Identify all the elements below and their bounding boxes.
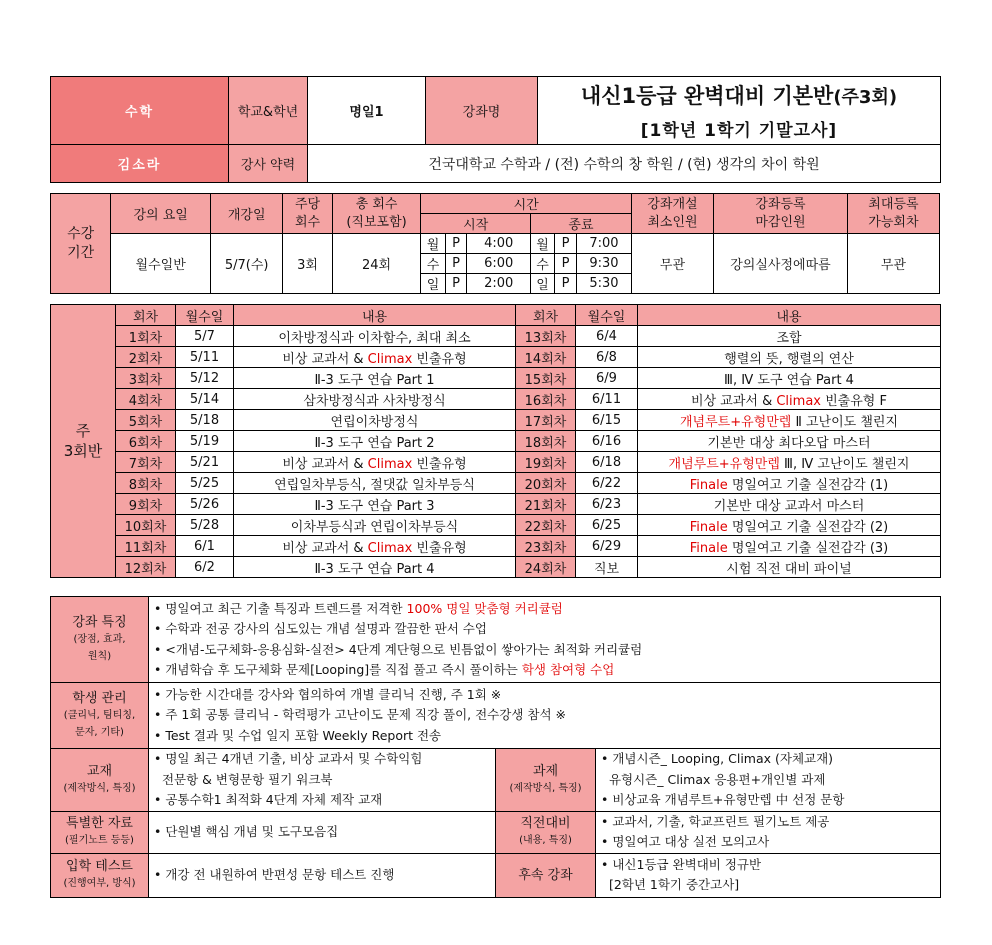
session-date: 6/22	[576, 473, 638, 494]
session-date: 5/19	[176, 431, 234, 452]
session-number: 2회차	[116, 347, 176, 368]
session-number: 3회차	[116, 368, 176, 389]
schedule-row	[51, 368, 941, 389]
session-content	[234, 452, 516, 473]
time-end: 5:30	[577, 274, 632, 294]
schedule-row	[51, 452, 941, 473]
highlight-text: 학생 참여형 수업	[521, 662, 615, 677]
text-run: Ⅲ, Ⅳ 도구 연습 Part 4	[724, 372, 854, 388]
features-table	[50, 596, 941, 898]
schedule-row	[51, 536, 941, 557]
text-run: • 명일여고 대상 실전 모의고사	[601, 834, 770, 849]
session-date: 5/7	[176, 326, 234, 347]
text-run: • 가능한 시간대를 강사와 협의하여 개별 클리닉 진행, 주 1회 ※	[154, 686, 502, 702]
time-start: 4:00	[467, 234, 531, 254]
text-run: 기본반 대상 교과서 마스터	[713, 498, 865, 514]
course-feature-text	[149, 597, 941, 683]
text-line	[154, 749, 495, 770]
label-sub: (클리닉, 팀티칭, 문자, 기타)	[63, 710, 136, 738]
text-run: Ⅱ-3 도구 연습 Part 2	[314, 435, 435, 451]
min-value: 무관	[631, 234, 713, 294]
schedule-row	[51, 347, 941, 368]
text-line	[601, 812, 940, 833]
schedule-side-label: 주 3회반	[51, 305, 116, 578]
text-run: • 수학과 전공 강사의 심도있는 개념 설명과 깔끔한 판서 수업	[154, 621, 487, 636]
header-time: 시간	[421, 194, 631, 214]
label-main: 특별한 자료	[66, 816, 133, 831]
highlight-text: Climax	[367, 540, 413, 556]
session-content	[638, 452, 941, 473]
text-run: • 명일여고 최근 기출 특징과 트렌드를 저격한	[154, 600, 407, 616]
session-date: 6/8	[576, 347, 638, 368]
text-run: • <개념-도구체화-응용심화-실전> 4단계 계단형으로 빈틈없이 쌓아가는 최적화 커리큘럼	[154, 641, 643, 657]
max-value: 무관	[847, 234, 939, 294]
text-run: • Test 결과 및 수업 일지 포함 Weekly Report 전송	[154, 727, 442, 743]
session-number: 18회차	[516, 431, 576, 452]
highlight-text: 100% 명일 맞춤형 커리큘럼	[406, 600, 563, 616]
time-pm: P	[445, 234, 467, 254]
text-run: • 교과서, 기출, 학교프린트 필기노트 제공	[601, 813, 830, 829]
next-course-label	[496, 853, 596, 897]
homework-text	[596, 749, 941, 812]
label-sub: (필기노트 등등)	[65, 835, 134, 846]
text-line	[154, 865, 495, 886]
management-label	[51, 683, 149, 749]
course-freq: (주3회)	[833, 87, 898, 108]
session-date: 5/21	[176, 452, 234, 473]
text-run: 전문항 & 변형문항 필기 워크북	[154, 771, 333, 787]
text-run: 이차부등식과 연립이차부등식	[290, 519, 459, 535]
session-number: 1회차	[116, 326, 176, 347]
course-label: 강좌명	[426, 77, 538, 145]
session-content	[638, 410, 941, 431]
period-label: 수강 기간	[51, 194, 111, 294]
text-run: • 내신1등급 완벽대비 정규반	[601, 856, 762, 872]
session-date: 6/15	[576, 410, 638, 431]
highlight-text: Finale	[689, 519, 728, 535]
text-run: 삼차방정식과 사차방정식	[303, 393, 446, 409]
label-main: 과제	[532, 763, 559, 779]
exam-prep-text	[596, 811, 941, 853]
text-run: 비상 교과서 &	[282, 351, 368, 367]
deadline-value: 강의실사정에따름	[714, 234, 848, 294]
next-course-text	[596, 853, 941, 897]
header-weekly: 주당 회수	[283, 194, 332, 234]
time-end: 9:30	[577, 254, 632, 274]
header-no: 회차	[516, 305, 576, 326]
highlight-text: Climax	[367, 351, 413, 367]
highlight-text: Climax	[367, 456, 413, 472]
text-run: • 개강 전 내원하여 반편성 문항 테스트 진행	[154, 866, 395, 882]
text-line	[154, 726, 940, 747]
bio-value: 건국대학교 수학과 / (전) 수학의 창 학원 / (현) 생각의 차이 학원	[308, 145, 941, 183]
session-content	[638, 515, 941, 536]
session-content	[234, 473, 516, 494]
text-line	[601, 855, 940, 876]
session-date: 6/1	[176, 536, 234, 557]
session-date: 6/18	[576, 452, 638, 473]
text-run: 이차방정식과 이차함수, 최대 최소	[278, 330, 471, 346]
header-start: 개강일	[211, 194, 283, 234]
text-line	[154, 619, 940, 640]
session-content	[638, 536, 941, 557]
text-run: 유형시즌_ Climax 응용편+개인별 과제	[601, 771, 826, 787]
schedule-row	[51, 557, 941, 578]
text-run: Ⅱ-3 도구 연습 Part 1	[314, 372, 435, 388]
session-date: 6/2	[176, 557, 234, 578]
text-line	[601, 770, 940, 791]
header-begin: 시작	[421, 214, 531, 234]
session-date: 6/29	[576, 536, 638, 557]
text-line	[154, 599, 940, 620]
text-run: Ⅱ 고난이도 챌린지	[791, 414, 899, 430]
header-content: 내용	[234, 305, 516, 326]
highlight-text: 개념루트+유형만렙	[668, 456, 780, 472]
textbook-text	[149, 749, 496, 812]
text-run: • 주 1회 공통 클리닉 - 학력평가 고난이도 문제 직강 풀이, 전수강생 참석 ※	[154, 707, 566, 723]
session-content	[234, 494, 516, 515]
time-day: 일	[531, 274, 555, 294]
header-deadline: 강좌등록 마감인원	[714, 194, 848, 234]
label-sub: (장점, 효과, 원칙)	[73, 634, 126, 662]
session-date: 5/28	[176, 515, 234, 536]
text-line	[154, 660, 940, 681]
session-number: 5회차	[116, 410, 176, 431]
text-run: • 공통수학1 최적화 4단계 자체 제작 교재	[154, 792, 383, 807]
session-date: 5/11	[176, 347, 234, 368]
header-content: 내용	[638, 305, 941, 326]
management-text	[149, 683, 941, 749]
session-date: 5/18	[176, 410, 234, 431]
schedule-table	[50, 304, 941, 578]
course-title-cell	[538, 77, 941, 145]
text-line	[154, 790, 495, 811]
session-date: 6/11	[576, 389, 638, 410]
session-number: 15회차	[516, 368, 576, 389]
entrance-test-text	[149, 853, 496, 897]
exam-prep-label	[496, 811, 596, 853]
textbook-label	[51, 749, 149, 812]
schedule-row	[51, 431, 941, 452]
text-run: 조합	[776, 330, 802, 346]
text-run: 기본반 대상 최다오답 마스터	[707, 435, 871, 451]
text-run: 시험 직전 대비 파이널	[726, 561, 852, 577]
session-date: 6/16	[576, 431, 638, 452]
session-number: 24회차	[516, 557, 576, 578]
schedule-row	[51, 473, 941, 494]
text-run: 연립일차부등식, 절댓값 일차부등식	[274, 477, 475, 493]
schedule-row	[51, 494, 941, 515]
text-line	[154, 685, 940, 706]
text-line	[601, 832, 940, 853]
info-table	[50, 193, 940, 294]
schedule-row	[51, 326, 941, 347]
header-end: 종료	[531, 214, 632, 234]
session-number: 23회차	[516, 536, 576, 557]
session-number: 14회차	[516, 347, 576, 368]
session-number: 21회차	[516, 494, 576, 515]
text-run: Ⅱ-3 도구 연습 Part 4	[314, 561, 435, 577]
label-main: 직전대비	[520, 816, 571, 831]
text-run: 비상 교과서 &	[282, 540, 368, 556]
time-start: 6:00	[467, 254, 531, 274]
time-start: 2:00	[467, 274, 531, 294]
time-day: 일	[421, 274, 445, 294]
session-content	[638, 368, 941, 389]
label-sub: (제작방식, 특징)	[509, 782, 582, 794]
text-line	[601, 790, 940, 811]
schedule-row	[51, 410, 941, 431]
text-run: 빈출유형 F	[820, 393, 887, 409]
time-pm: P	[555, 274, 577, 294]
session-number: 22회차	[516, 515, 576, 536]
header-no: 회차	[116, 305, 176, 326]
text-run: 비상 교과서 &	[282, 456, 368, 472]
session-number: 20회차	[516, 473, 576, 494]
schedule-row	[51, 515, 941, 536]
text-run: 빈출유형	[412, 351, 467, 367]
text-line	[154, 770, 495, 791]
session-content	[638, 557, 941, 578]
text-line	[601, 875, 940, 896]
session-number: 16회차	[516, 389, 576, 410]
session-content	[234, 431, 516, 452]
homework-label	[496, 749, 596, 812]
text-run: 명일여고 기출 실전감각 (2)	[727, 519, 889, 535]
course-subtitle: [1학년 1학기 기말고사]	[640, 121, 838, 141]
header-max: 최대등록 가능회차	[847, 194, 939, 234]
days-value: 월수일반	[111, 234, 211, 294]
header-date: 월수일	[176, 305, 234, 326]
time-pm: P	[555, 254, 577, 274]
text-run: • 개념시즌_ Looping, Climax (자체교재)	[601, 751, 834, 766]
session-number: 7회차	[116, 452, 176, 473]
label-main: 학생 관리	[72, 691, 127, 706]
session-number: 17회차	[516, 410, 576, 431]
label-main: 후속 강좌	[518, 867, 573, 883]
session-date: 6/23	[576, 494, 638, 515]
session-content	[234, 347, 516, 368]
text-run: 행렬의 뜻, 행렬의 연산	[724, 351, 854, 367]
entrance-test-label	[51, 853, 149, 897]
school-label: 학교&학년	[229, 77, 308, 145]
label-main: 강좌 특징	[72, 615, 127, 630]
session-number: 10회차	[116, 515, 176, 536]
time-day: 월	[531, 234, 555, 254]
label-sub: (제작방식, 특징)	[63, 782, 136, 794]
session-date: 5/25	[176, 473, 234, 494]
special-material-label	[51, 811, 149, 853]
session-content	[234, 515, 516, 536]
text-line	[601, 749, 940, 770]
session-number: 9회차	[116, 494, 176, 515]
highlight-text: 개념루트+유형만렙	[679, 414, 792, 430]
text-run: • 개념학습 후 도구체화 문제[Looping]를 직접 풀고 즉시 풀이하는	[154, 662, 522, 677]
highlight-text: Finale	[689, 540, 728, 556]
text-run: 명일여고 기출 실전감각 (3)	[727, 540, 889, 556]
session-number: 19회차	[516, 452, 576, 473]
session-date: 6/4	[576, 326, 638, 347]
header-total: 총 회수 (직보포함)	[332, 194, 421, 234]
total-value: 24회	[332, 234, 421, 294]
text-run: 빈출유형	[412, 456, 467, 472]
time-pm: P	[555, 234, 577, 254]
text-run: Ⅲ, Ⅳ 고난이도 챌린지	[779, 456, 910, 472]
session-number: 6회차	[116, 431, 176, 452]
text-run: Ⅱ-3 도구 연습 Part 3	[314, 498, 435, 514]
session-date: 5/26	[176, 494, 234, 515]
text-run: • 단원별 핵심 개념 및 도구모음집	[154, 823, 339, 839]
weekly-value: 3회	[283, 234, 332, 294]
session-date: 5/14	[176, 389, 234, 410]
highlight-text: Finale	[689, 477, 728, 493]
subject-cell: 수학	[51, 77, 229, 145]
session-content	[234, 410, 516, 431]
label-main: 교재	[86, 763, 113, 779]
session-content	[234, 389, 516, 410]
text-run: • 명일 최근 4개년 기출, 비상 교과서 및 수학익힘	[154, 751, 423, 766]
session-content	[234, 368, 516, 389]
special-material-text	[149, 811, 496, 853]
start-value: 5/7(수)	[211, 234, 283, 294]
time-day: 수	[421, 254, 445, 274]
schedule-row	[51, 389, 941, 410]
session-date: 6/9	[576, 368, 638, 389]
session-number: 4회차	[116, 389, 176, 410]
session-content	[638, 431, 941, 452]
text-run: • 비상교육 개념루트+유형만렙 中 선정 문항	[601, 792, 845, 807]
session-content	[638, 389, 941, 410]
text-run: 연립이차방정식	[330, 414, 419, 430]
course-title: 내신1등급 완벽대비 기본반	[580, 84, 834, 108]
highlight-text: Climax	[776, 393, 821, 409]
session-content	[638, 473, 941, 494]
session-number: 8회차	[116, 473, 176, 494]
session-number: 11회차	[116, 536, 176, 557]
session-content	[638, 494, 941, 515]
label-main: 입학 테스트	[66, 859, 133, 874]
teacher-name: 김소라	[51, 145, 229, 183]
session-content	[234, 326, 516, 347]
session-content	[638, 347, 941, 368]
bio-label: 강사 약력	[229, 145, 308, 183]
text-run: 빈출유형	[412, 540, 467, 556]
text-run: 명일여고 기출 실전감각 (1)	[727, 477, 889, 493]
header-min: 강좌개설 최소인원	[631, 194, 713, 234]
time-pm: P	[445, 274, 467, 294]
text-line	[154, 640, 940, 661]
session-date: 직보	[576, 557, 638, 578]
time-day: 월	[421, 234, 445, 254]
label-sub: (내용, 특징)	[519, 835, 572, 846]
time-pm: P	[445, 254, 467, 274]
text-run: [2학년 1학기 중간고사]	[601, 877, 740, 892]
session-number: 13회차	[516, 326, 576, 347]
text-run: 비상 교과서 &	[691, 393, 777, 409]
time-day: 수	[531, 254, 555, 274]
label-sub: (진행여부, 방식)	[63, 878, 136, 889]
session-content	[234, 557, 516, 578]
session-date: 6/25	[576, 515, 638, 536]
header-table	[50, 76, 941, 183]
session-content	[234, 536, 516, 557]
text-line	[154, 822, 495, 843]
text-line	[154, 705, 940, 726]
school-value: 명일1	[308, 77, 426, 145]
session-content	[638, 326, 941, 347]
session-date: 5/12	[176, 368, 234, 389]
course-feature-label	[51, 597, 149, 683]
header-date: 월수일	[576, 305, 638, 326]
session-number: 12회차	[116, 557, 176, 578]
header-days: 강의 요일	[111, 194, 211, 234]
time-end: 7:00	[577, 234, 632, 254]
